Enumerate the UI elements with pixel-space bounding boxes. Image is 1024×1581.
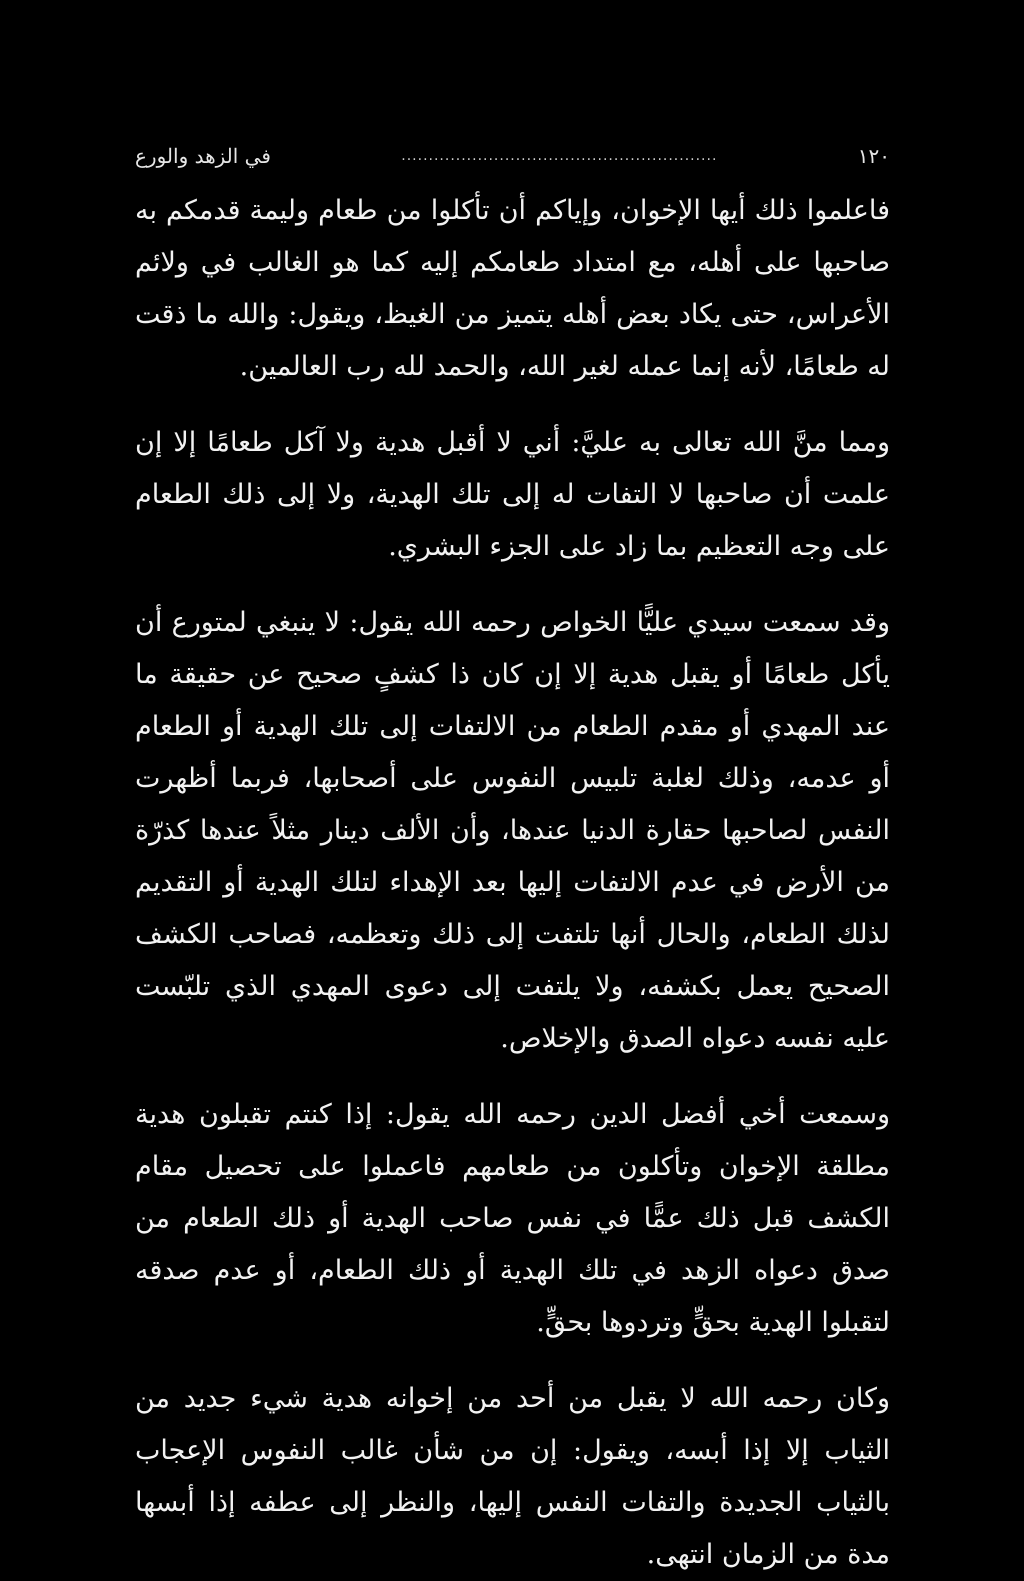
page-body [135, 185, 890, 1581]
running-title: في الزهد والورع [135, 144, 271, 168]
paragraph-1: فاعلموا ذلك أيها الإخوان، وإياكم أن تأكلوا من طعام وليمة قدمكم به صاحبها على أهله، مع امتداد طعامكم إليه كما هو الغالب في ولائم الأعراس، حتى يكاد بعض أهله يتميز من الغيظ، ويقول: والله ما ذقت له طعامًا، لأنه إنما عمله لغير الله، والحمد لله رب العالمين. [135, 195, 890, 382]
paragraph-2: ومما منَّ الله تعالى به عليَّ: أني لا أقبل هدية ولا آكل طعامًا إلا إن علمت أن صاحبها لا التفات له إلى تلك الهدية، ولا إلى ذلك الطعام على وجه التعظيم بما زاد على الجزء البشري. [135, 427, 890, 562]
paragraph-5: وكان رحمه الله لا يقبل من أحد من إخوانه هدية شيء جديد من الثياب إلا إذا أبسه، ويقول: إن من شأن غالب النفوس الإعجاب بالثياب الجديدة والتفات النفس إليها، والنظر إلى عطفه إذا أبسها مدة من الزمان انتهى. [135, 1383, 890, 1570]
paragraph-3: وقد سمعت سيدي عليًّا الخواص رحمه الله يقول: لا ينبغي لمتورع أن يأكل طعامًا أو يقبل هدية إلا إن كان ذا كشفٍ صحيح عن حقيقة ما عند المهدي أو مقدم الطعام من الالتفات إلى تلك الهدية أو الطعام أو عدمه، وذلك لغلبة تلبيس النفوس على أصحابها، فربما أظهرت النفس لصاحبها حقارة الدنيا عندها، وأن الألف دينار مثلاً عندها كذرّة من الأرض في عدم الالتفات إليها بعد الإهداء لتلك الهدية أو التقديم لذلك الطعام، والحال أنها تلتفت إلى ذلك وتعظمه، فصاحب الكشف الصحيح يعمل بكشفه، ولا يلتفت إلى دعوى المهدي الذي تلبّست عليه نفسه دعواه الصدق والإخلاص. [135, 607, 890, 1054]
paragraph-4: وسمعت أخي أفضل الدين رحمه الله يقول: إذا كنتم تقبلون هدية مطلقة الإخوان وتأكلون من طعامهم فاعملوا على تحصيل مقام الكشف قبل ذلك عمًّا في نفس صاحب الهدية أو ذلك الطعام من صدق دعواه الزهد في تلك الهدية أو ذلك الطعام، أو عدم صدقه لتقبلوا الهدية بحقٍّ وتردوها بحقٍّ. [135, 1099, 890, 1338]
page-header [135, 138, 890, 174]
page-number: ١٢٠ [857, 144, 890, 168]
header-leader-dots: .......................................................... [401, 148, 718, 164]
